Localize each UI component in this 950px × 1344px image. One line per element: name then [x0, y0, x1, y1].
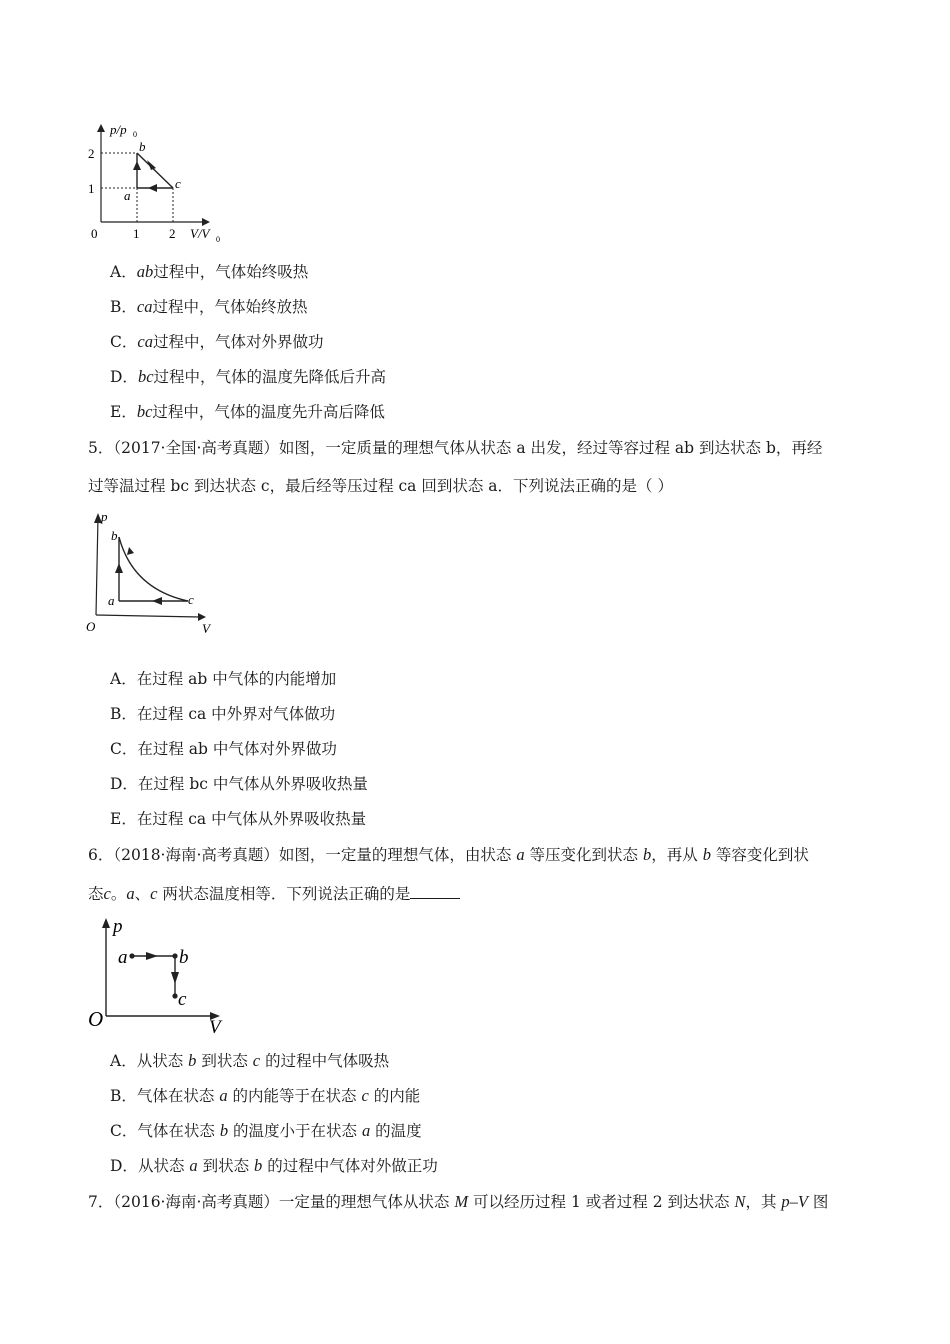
y-axis — [96, 517, 98, 615]
x-axis-subscript: 0 — [216, 235, 220, 244]
point-a-label: a — [118, 947, 128, 968]
point-b-label: b — [111, 528, 118, 543]
q4-option-e: E．bc过程中，气体的温度先升高后降低 — [110, 402, 385, 421]
point-a-label: a — [124, 188, 131, 203]
figure-6-pv-diagram — [82, 912, 232, 1037]
x-axis-label: V — [209, 1017, 221, 1037]
point-c-label: c — [175, 176, 181, 191]
q6-option-b: B．气体在状态 a 的内能等于在状态 c 的内能 — [110, 1086, 421, 1105]
arrow-ab — [115, 563, 123, 573]
q7-stem-line1: 7．（2016·海南·高考真题）一定量的理想气体从状态 M 可以经历过程 1 或者过程 2 到达状态 N，其 p–V 图 — [88, 1192, 829, 1211]
origin-label: O — [86, 619, 96, 634]
q5-option-a: A．在过程 ab 中气体的内能增加 — [110, 670, 337, 688]
q6-stem-line1: 6．（2018·海南·高考真题）如图，一定量的理想气体，由状态 a 等压变化到状态 b，再从 b 等容变化到状 — [88, 845, 809, 864]
q4-option-a: A．ab过程中，气体始终吸热 — [110, 262, 309, 281]
q5-option-b: B．在过程 ca 中外界对气体做功 — [110, 705, 336, 723]
q5-option-e: E．在过程 ca 中气体从外界吸收热量 — [110, 810, 367, 828]
q4-option-b: B．ca过程中，气体始终放热 — [110, 297, 308, 316]
arrow-bc — [171, 972, 179, 984]
y-axis-label: p — [113, 916, 123, 937]
q4-option-c: C．ca过程中，气体对外界做功 — [110, 332, 324, 351]
q4-option-d: D．bc过程中，气体的温度先降低后升高 — [110, 367, 387, 386]
q5-option-c: C．在过程 ab 中气体对外界做功 — [110, 740, 337, 758]
x-axis — [96, 615, 200, 617]
arrow-ca — [148, 184, 157, 192]
answer-blank — [410, 883, 460, 899]
y-axis-label: p — [101, 509, 108, 524]
q5-option-d: D．在过程 bc 中气体从外界吸收热量 — [110, 775, 368, 793]
arrow-bc — [127, 547, 134, 555]
point-b-label: b — [139, 139, 146, 154]
q5-stem-line2: 过等温过程 bc 到达状态 c，最后经等压过程 ca 回到状态 a．下列说法正确的是（ ） — [88, 477, 673, 495]
q6-option-d: D．从状态 a 到状态 b 的过程中气体对外做正功 — [110, 1156, 438, 1175]
origin-label: 0 — [91, 226, 98, 241]
arrow-ca — [152, 597, 162, 605]
y-tick-1: 1 — [88, 181, 95, 196]
x-axis-label: V/V — [190, 226, 210, 241]
y-axis-subscript: 0 — [133, 130, 137, 139]
figure-5-pv-diagram — [82, 507, 222, 637]
process-bc — [137, 153, 173, 188]
point-c-label: c — [188, 592, 194, 607]
y-axis-label: p/p — [110, 122, 127, 137]
point-b-label: b — [179, 947, 189, 968]
point-c — [172, 993, 177, 998]
point-b — [172, 953, 177, 958]
point-c-label: c — [178, 989, 187, 1010]
y-axis-arrow — [102, 918, 110, 928]
x-axis-arrow — [202, 218, 210, 226]
x-axis-arrow — [198, 613, 206, 621]
q6-option-a: A．从状态 b 到状态 c 的过程中气体吸热 — [110, 1051, 390, 1070]
y-axis-arrow — [97, 124, 105, 132]
x-tick-2: 2 — [169, 226, 176, 241]
x-axis-label: V — [202, 621, 210, 636]
point-a — [129, 953, 134, 958]
y-tick-2: 2 — [88, 146, 95, 161]
arrow-ab — [133, 161, 141, 170]
x-tick-1: 1 — [133, 226, 140, 241]
point-a-label: a — [108, 593, 115, 608]
q6-option-c: C．气体在状态 b 的温度小于在状态 a 的温度 — [110, 1121, 422, 1140]
origin-label: O — [88, 1007, 104, 1031]
q5-stem-line1: 5．（2017·全国·高考真题）如图，一定质量的理想气体从状态 a 出发，经过等容过程 ab 到达状态 b，再经 — [88, 439, 823, 457]
q6-stem-line2: 态c。a、c 两状态温度相等．下列说法正确的是 — [88, 883, 460, 904]
arrow-ab — [146, 952, 158, 960]
figure-1-pv-diagram — [80, 118, 240, 248]
process-bc — [119, 537, 188, 601]
